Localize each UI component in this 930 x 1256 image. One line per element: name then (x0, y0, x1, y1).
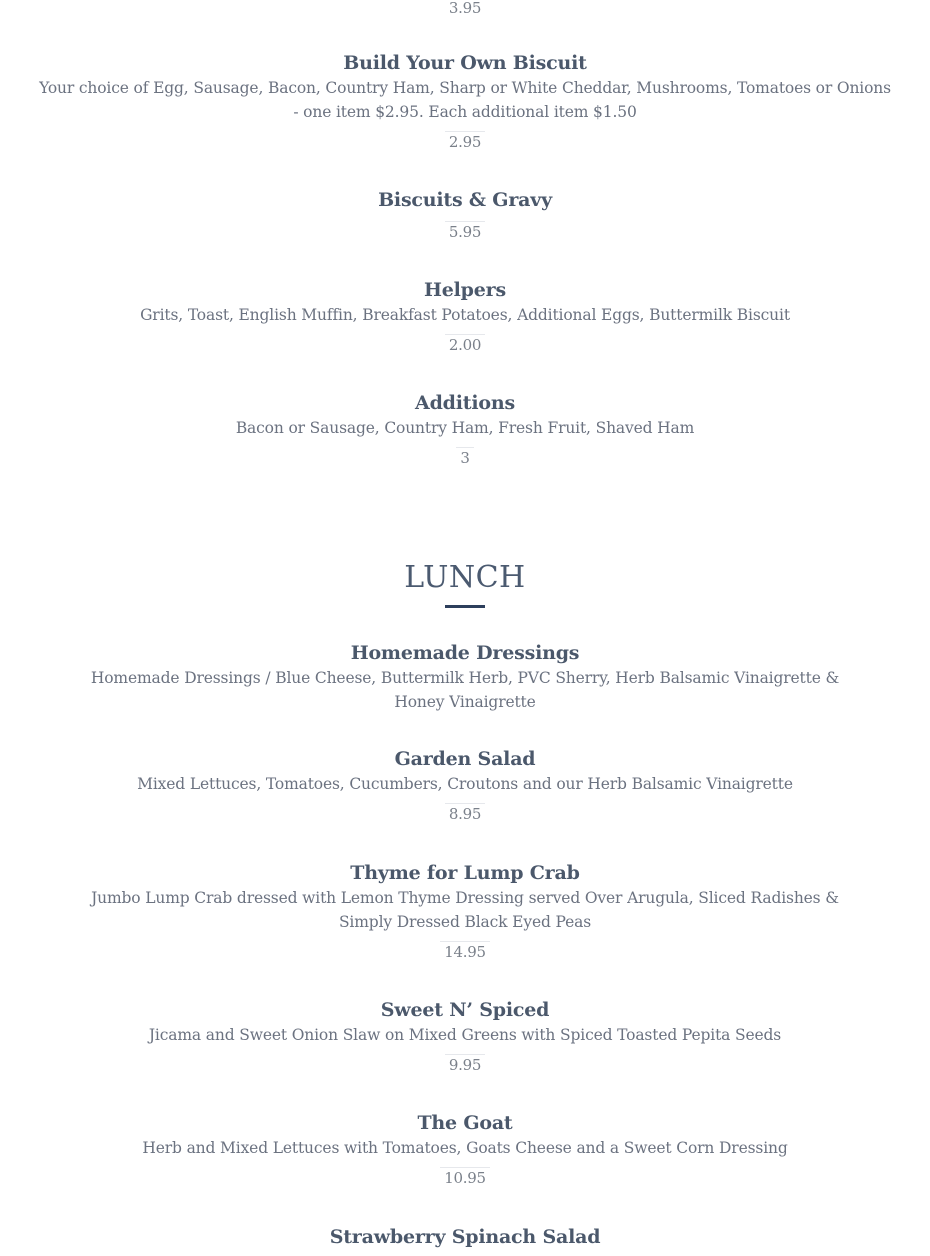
item-price: 5.95 (445, 221, 485, 242)
item-title: Strawberry Spinach Salad (329, 1226, 601, 1248)
item-description: Bacon or Sausage, Country Ham, Fresh Fruit, Shaved Ham (235, 419, 695, 437)
section-title: LUNCH (404, 560, 526, 595)
section-divider (445, 605, 485, 608)
item-price: 2.00 (445, 334, 485, 355)
menu-item-helpers (0, 277, 930, 355)
item-price: 3 (456, 447, 473, 468)
item-description: Mixed Lettuces, Tomatoes, Cucumbers, Croutons and our Herb Balsamic Vinaigrette (137, 775, 793, 793)
menu-item-biscuits-gravy (0, 187, 930, 242)
menu-item-build-your-own-biscuit (0, 50, 930, 152)
menu-item-additions (0, 390, 930, 468)
menu-item-the-goat (0, 1110, 930, 1188)
item-price: 10.95 (440, 1167, 489, 1188)
item-title: Homemade Dressings (350, 642, 580, 664)
menu-item-strawberry-spinach-salad (0, 1224, 930, 1250)
item-description: Herb and Mixed Lettuces with Tomatoes, Goats Cheese and a Sweet Corn Dressing (142, 1139, 788, 1157)
item-description: Jicama and Sweet Onion Slaw on Mixed Greens with Spiced Toasted Pepita Seeds (148, 1026, 782, 1044)
item-description: Grits, Toast, English Muffin, Breakfast Potatoes, Additional Eggs, Buttermilk Biscuit (140, 306, 790, 324)
lunch-section-heading (0, 560, 930, 608)
item-title: Thyme for Lump Crab (350, 862, 580, 884)
previous-item-price-wrap (0, 0, 930, 18)
item-title: Sweet N’ Spiced (380, 999, 550, 1021)
menu-item-thyme-for-lump-crab (0, 860, 930, 962)
item-price: 8.95 (445, 803, 485, 824)
item-title: Garden Salad (394, 748, 536, 770)
item-description: Your choice of Egg, Sausage, Bacon, Country Ham, Sharp or White Cheddar, Mushrooms, Tomatoes or Onions - one item $2.95. Each additional item $1.50 (39, 79, 891, 121)
item-title: The Goat (417, 1112, 513, 1134)
item-price: 9.95 (445, 1054, 485, 1075)
menu-item-sweet-n-spiced (0, 997, 930, 1075)
item-price: 2.95 (445, 131, 485, 152)
item-price: 14.95 (440, 941, 489, 962)
previous-item-price: 3.95 (448, 0, 482, 17)
item-description: Jumbo Lump Crab dressed with Lemon Thyme Dressing served Over Arugula, Sliced Radishes & Simply Dressed Black Eyed Peas (91, 889, 839, 931)
menu-item-garden-salad (0, 746, 930, 824)
item-title: Build Your Own Biscuit (343, 52, 587, 74)
item-title: Helpers (424, 279, 506, 301)
item-title: Additions (415, 392, 515, 414)
item-description: Homemade Dressings / Blue Cheese, Buttermilk Herb, PVC Sherry, Herb Balsamic Vinaigrette & Honey Vinaigrette (90, 669, 840, 711)
item-title: Biscuits & Gravy (378, 189, 552, 211)
menu-item-homemade-dressings (0, 640, 930, 714)
